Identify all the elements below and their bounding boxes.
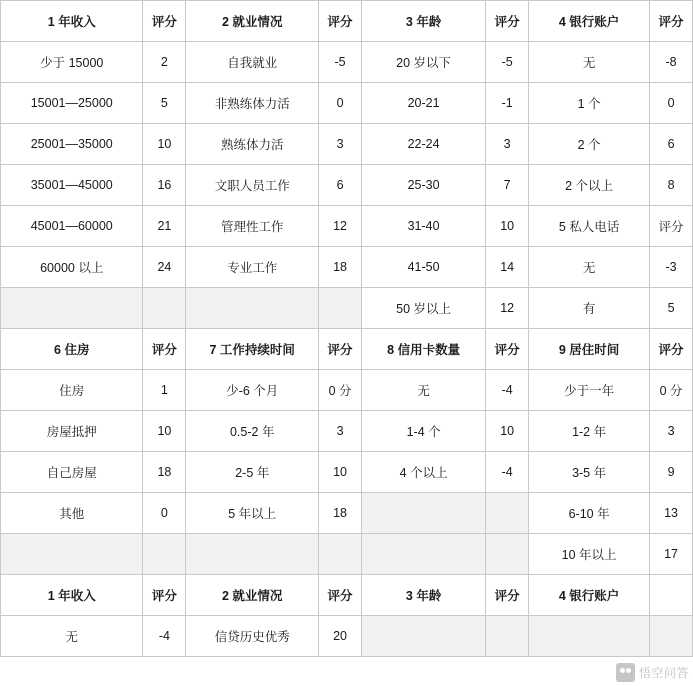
- cell-score: 10: [143, 411, 186, 452]
- cell-score: 10: [486, 206, 529, 247]
- header-cell-employment: 2 就业情况: [186, 1, 319, 42]
- cell-label: 20-21: [361, 83, 485, 124]
- cell-score: 0: [143, 493, 186, 534]
- table-row: [1, 288, 693, 329]
- table-row: [1, 247, 693, 288]
- cell-label: 25001—35000: [1, 124, 143, 165]
- header-cell-bank-account: 4 银行账户: [529, 1, 650, 42]
- table-row: [1, 411, 693, 452]
- cell-label: 专业工作: [186, 247, 319, 288]
- table-header-row: [1, 329, 693, 370]
- cell-score: 18: [319, 247, 362, 288]
- cell-label: 5 年以上: [186, 493, 319, 534]
- cell-label: 20 岁以下: [361, 42, 485, 83]
- cell-score: 0: [650, 83, 693, 124]
- header-cell-income-score-2: 评分: [143, 575, 186, 616]
- cell-label: 自我就业: [186, 42, 319, 83]
- cell-score: 10: [143, 124, 186, 165]
- cell-score: 13: [650, 493, 693, 534]
- cell-score: 0 分: [319, 370, 362, 411]
- cell-label: 2-5 年: [186, 452, 319, 493]
- cell-label: 15001—25000: [1, 83, 143, 124]
- cell-score: 21: [143, 206, 186, 247]
- cell-score: 7: [486, 165, 529, 206]
- cell-label: 住房: [1, 370, 143, 411]
- cell-label: 5 私人电话: [529, 206, 650, 247]
- cell-score: 10: [486, 411, 529, 452]
- cell-score: 10: [319, 452, 362, 493]
- cell-label: 无: [1, 616, 143, 657]
- header-cell-credit-cards-score: 评分: [486, 329, 529, 370]
- header-cell-employment-score: 评分: [319, 1, 362, 42]
- cell-score: 16: [143, 165, 186, 206]
- header-cell-income-score: 评分: [143, 1, 186, 42]
- header-cell-job-duration-score: 评分: [319, 329, 362, 370]
- cell-label: 60000 以上: [1, 247, 143, 288]
- cell-empty: [186, 534, 319, 575]
- header-cell-residence-duration-score: 评分: [650, 329, 693, 370]
- table-row: [1, 83, 693, 124]
- table-row: [1, 616, 693, 657]
- header-cell-housing-score: 评分: [143, 329, 186, 370]
- cell-label: 1 个: [529, 83, 650, 124]
- cell-empty: [319, 534, 362, 575]
- cell-empty: [486, 493, 529, 534]
- cell-empty: [186, 288, 319, 329]
- header-cell-employment-2: 2 就业情况: [186, 575, 319, 616]
- cell-label: 无: [361, 370, 485, 411]
- cell-score: 2: [143, 42, 186, 83]
- cell-label: 无: [529, 247, 650, 288]
- table-row: [1, 452, 693, 493]
- cell-score: 18: [143, 452, 186, 493]
- cell-score: -5: [319, 42, 362, 83]
- header-cell-age-score: 评分: [486, 1, 529, 42]
- cell-empty: [143, 534, 186, 575]
- cell-score: -5: [486, 42, 529, 83]
- table-row: [1, 124, 693, 165]
- cell-score: 3: [486, 124, 529, 165]
- cell-score: 18: [319, 493, 362, 534]
- table-row: [1, 42, 693, 83]
- cell-score: 12: [486, 288, 529, 329]
- cell-empty: [1, 534, 143, 575]
- cell-label: 有: [529, 288, 650, 329]
- cell-label: 自己房屋: [1, 452, 143, 493]
- cell-score: 1: [143, 370, 186, 411]
- scorecard-body: [1, 1, 693, 657]
- header-cell-age: 3 年龄: [361, 1, 485, 42]
- cell-empty: [361, 493, 485, 534]
- table-header-row: [1, 575, 693, 616]
- cell-empty: [650, 575, 693, 616]
- cell-label: 少-6 个月: [186, 370, 319, 411]
- cell-empty: [529, 616, 650, 657]
- header-cell-bank-account-score: 评分: [650, 1, 693, 42]
- header-cell-employment-score-2: 评分: [319, 575, 362, 616]
- cell-score: 3: [319, 124, 362, 165]
- cell-score: 12: [319, 206, 362, 247]
- cell-label: 35001—45000: [1, 165, 143, 206]
- cell-label: 2 个以上: [529, 165, 650, 206]
- cell-score: 6: [319, 165, 362, 206]
- cell-score: -4: [486, 370, 529, 411]
- cell-empty: [1, 288, 143, 329]
- cell-score: 17: [650, 534, 693, 575]
- cell-label: 文职人员工作: [186, 165, 319, 206]
- cell-score: -1: [486, 83, 529, 124]
- cell-label: 41-50: [361, 247, 485, 288]
- header-cell-income-2: 1 年收入: [1, 575, 143, 616]
- header-cell-age-score-2: 评分: [486, 575, 529, 616]
- watermark-label: 悟空问答: [638, 666, 689, 680]
- cell-label: 10 年以上: [529, 534, 650, 575]
- cell-label: 少于 15000: [1, 42, 143, 83]
- cell-label: 4 个以上: [361, 452, 485, 493]
- table-row: [1, 370, 693, 411]
- header-cell-housing: 6 住房: [1, 329, 143, 370]
- table-row: [1, 206, 693, 247]
- header-cell-residence-duration: 9 居住时间: [529, 329, 650, 370]
- header-cell-income: 1 年收入: [1, 1, 143, 42]
- cell-label: 熟练体力活: [186, 124, 319, 165]
- cell-empty: [361, 616, 485, 657]
- header-cell-credit-cards: 8 信用卡数量: [361, 329, 485, 370]
- cell-score: 8: [650, 165, 693, 206]
- cell-score: -3: [650, 247, 693, 288]
- cell-label: 2 个: [529, 124, 650, 165]
- cell-empty: [486, 616, 529, 657]
- cell-label: 50 岁以上: [361, 288, 485, 329]
- cell-empty: [319, 288, 362, 329]
- cell-label: 0.5-2 年: [186, 411, 319, 452]
- cell-label: 31-40: [361, 206, 485, 247]
- cell-label: 1-4 个: [361, 411, 485, 452]
- cell-label: 非熟练体力活: [186, 83, 319, 124]
- cell-score: 5: [143, 83, 186, 124]
- cell-empty: [143, 288, 186, 329]
- cell-empty: [361, 534, 485, 575]
- cell-score: 3: [650, 411, 693, 452]
- cell-label: 22-24: [361, 124, 485, 165]
- cell-score: 0 分: [650, 370, 693, 411]
- cell-score: 0: [319, 83, 362, 124]
- cell-score: -4: [486, 452, 529, 493]
- table-row: [1, 493, 693, 534]
- table-row: [1, 165, 693, 206]
- cell-score: -8: [650, 42, 693, 83]
- cell-label: 管理性工作: [186, 206, 319, 247]
- cell-score: 6: [650, 124, 693, 165]
- cell-label: 1-2 年: [529, 411, 650, 452]
- wukong-logo-icon: [616, 663, 635, 682]
- cell-label: 25-30: [361, 165, 485, 206]
- header-cell-job-duration: 7 工作持续时间: [186, 329, 319, 370]
- cell-score: -4: [143, 616, 186, 657]
- cell-score: 9: [650, 452, 693, 493]
- cell-label: 信贷历史优秀: [186, 616, 319, 657]
- cell-empty: [486, 534, 529, 575]
- watermark: [616, 663, 689, 682]
- cell-score: 20: [319, 616, 362, 657]
- cell-label: 45001—60000: [1, 206, 143, 247]
- header-cell-bank-account-2: 4 银行账户: [529, 575, 650, 616]
- cell-score: 5: [650, 288, 693, 329]
- table-row: [1, 534, 693, 575]
- cell-score: 评分: [650, 206, 693, 247]
- cell-label: 3-5 年: [529, 452, 650, 493]
- cell-score: 24: [143, 247, 186, 288]
- cell-label: 其他: [1, 493, 143, 534]
- cell-label: 无: [529, 42, 650, 83]
- cell-label: 6-10 年: [529, 493, 650, 534]
- cell-label: 少于一年: [529, 370, 650, 411]
- cell-score: 14: [486, 247, 529, 288]
- header-cell-age-2: 3 年龄: [361, 575, 485, 616]
- cell-empty: [650, 616, 693, 657]
- cell-score: 3: [319, 411, 362, 452]
- table-header-row: [1, 1, 693, 42]
- cell-label: 房屋抵押: [1, 411, 143, 452]
